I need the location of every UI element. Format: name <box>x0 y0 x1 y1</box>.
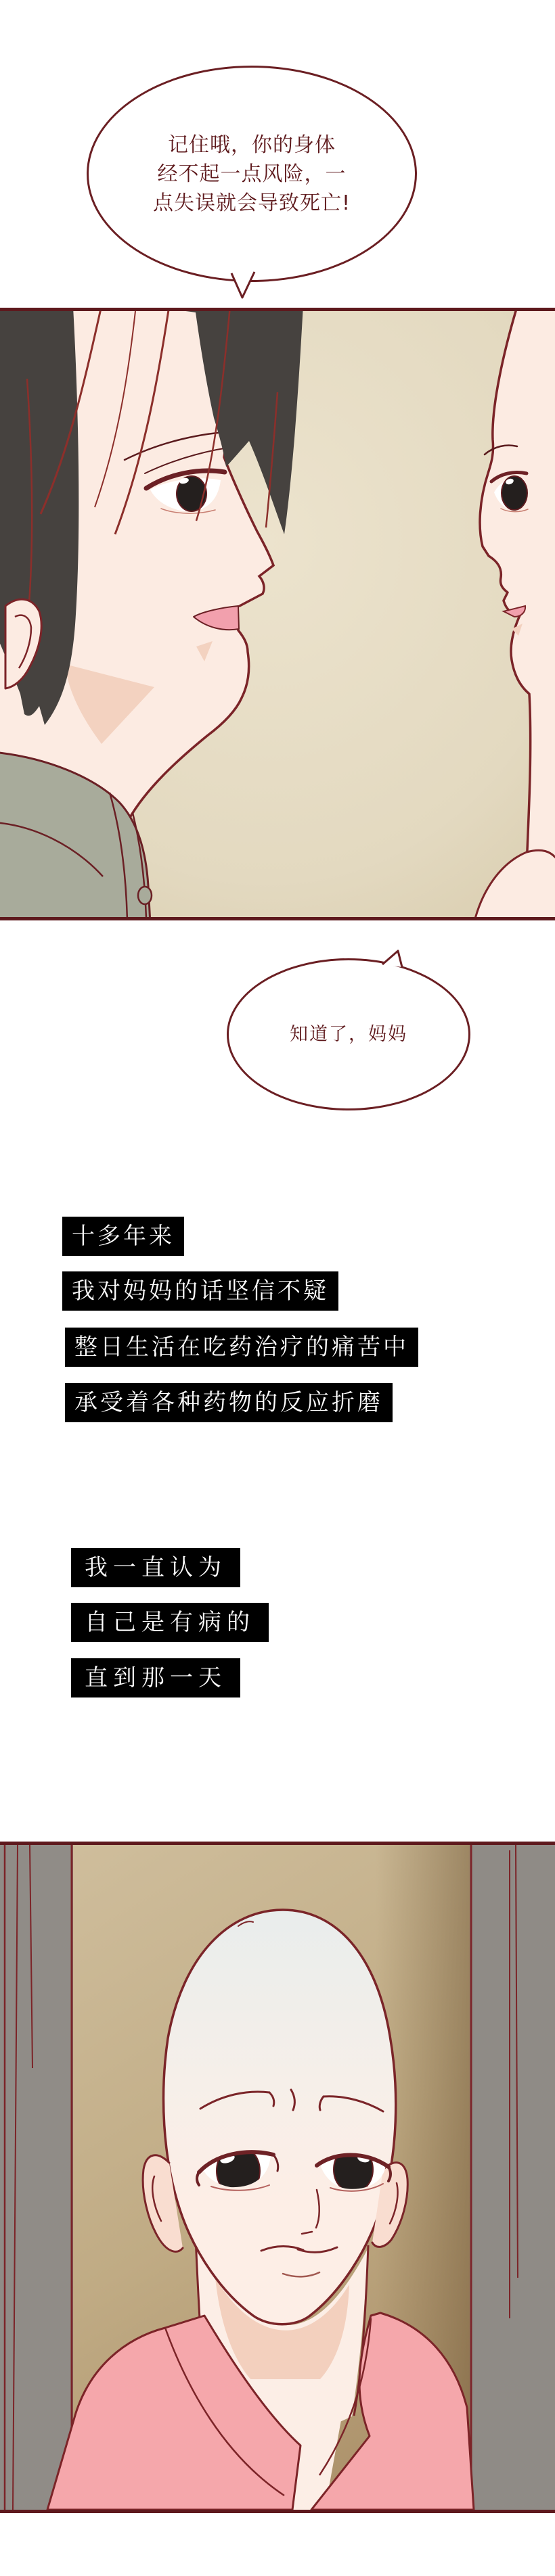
door-frame-right <box>470 1845 555 2510</box>
speech-bubble-mother <box>87 66 417 282</box>
caption-box: 直到那一天 <box>71 1658 240 1697</box>
panel-doorway <box>0 1842 555 2513</box>
caption-box: 我一直认为 <box>71 1548 240 1587</box>
door-frame-left <box>0 1845 73 2510</box>
bubble-tail-down-icon <box>223 268 264 302</box>
caption-box: 我对妈妈的话坚信不疑 <box>62 1271 338 1311</box>
speech-bubble-child <box>227 958 470 1110</box>
speech-text: 知道了，妈妈 <box>290 1023 407 1045</box>
panel-1-illustration <box>0 311 555 917</box>
caption-box: 承受着各种药物的反应折磨 <box>65 1383 393 1422</box>
speech-text: 记住哦，你的身体 经不起一点风险，一 点失误就会导致死亡! <box>152 133 351 215</box>
caption-box: 十多年来 <box>62 1217 184 1256</box>
bubble-tail-up-icon <box>379 944 412 974</box>
panel-profiles <box>0 308 555 920</box>
panel-2-illustration <box>0 1845 555 2510</box>
caption-box: 整日生活在吃药治疗的痛苦中 <box>65 1328 418 1367</box>
shirt-button <box>138 887 152 904</box>
caption-box: 自己是有病的 <box>71 1603 269 1642</box>
